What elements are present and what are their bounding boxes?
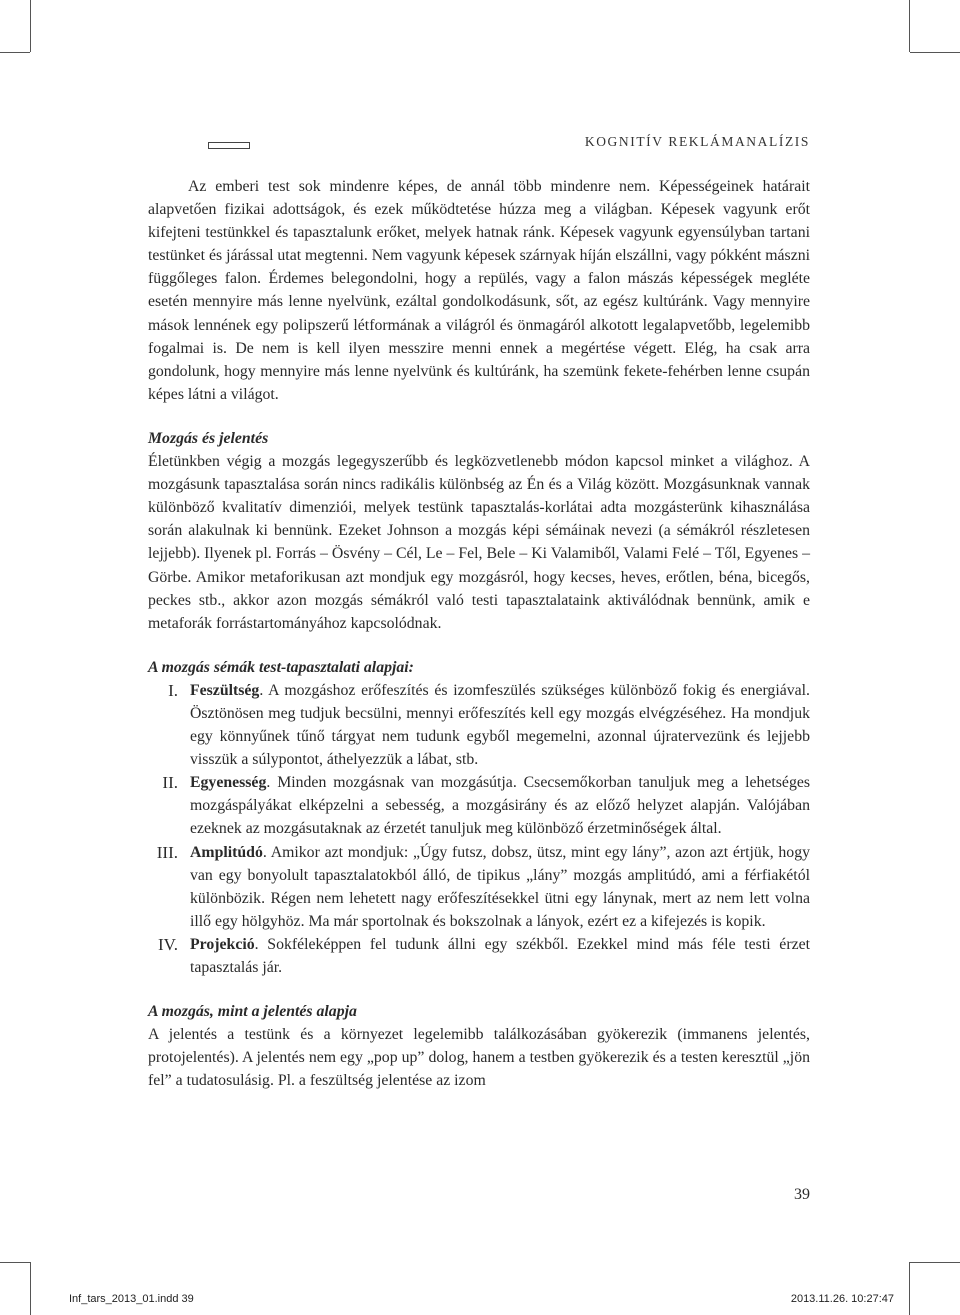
list-item-term: Amplitúdó	[190, 843, 263, 861]
crop-mark	[910, 1262, 960, 1263]
crop-mark	[910, 52, 960, 53]
running-head: KOGNITÍV REKLÁMANALÍZIS	[584, 134, 810, 149]
schema-list	[148, 679, 810, 979]
list-item: III. Amplitúdó. Amikor azt mondjuk: „Úgy futsz, dobsz, ütsz, mint egy lány”, azon azt értjük, hogy van egy bonyolult tapasztalatokból álló, de tipikus „lány” mozgás amplitúdó, ami a férfiakétól különbözik. Régen nem lehetett nagy erőfeszítésekkel ütni egy lánynak, mert az nem lett volna illő egy hölgyhöz. Ma már sportolnak és bokszolnak a lányok, ezért ez a kifejezés is kopik.	[148, 841, 810, 933]
list-item-term: Feszültség	[190, 681, 260, 699]
intro-paragraph: Az emberi test sok mindenre képes, de annál több mindenre nem. Képességeinek határait alapvetően fizikai adottságok, és ezek működtetése húzza meg a világban. Képesek vagyunk erőt kifejteni testünkkel és tapasztalunk erőket, melyek hatnak ránk. Képesek vagyunk egyensúlyban tartani testünket és járással utat megtenni. Nem vagyunk képesek szárnyak híján elszállni, vagy pókként mászni függőleges falon. Érdemes belegondolni, hogy a repülés, vagy a falon mászás képességek megléte esetén mennyire más lenne nyelvünk, ezáltal gondolkodásunk, sőt, az egész kultúránk. Vagy mennyire mások lennének egy polipszerű létformának a világról és önmagáról alkotott legalapvetőbb, legelemibb fogalmai is. De nem is kell ilyen messzire menni ennek a megértése végett. Elég, ha csak arra gondolunk, hogy mennyire más lenne nyelvünk és kultúránk, ha szemünk fekete-fehérben lenne csupán képes látni a világot.	[148, 178, 810, 403]
crop-mark	[909, 1262, 910, 1315]
section1-paragraph: Életünkben végig a mozgás legegyszerűbb és legközvetlenebb módon kapcsol minket a világhoz. A mozgásunk tapasztalása során nincs radikális különbség az Én és a Világ között. Mozgásunknak vannak különböző kvalitatív dimenziói, melyek testünk tapasztalás-korlátai adta mozgásterünk kihasználása során alakulnak ki bennünk. Ezeket Johnson a mozgás képi sémáinak nevezi (a sémákról részletesen lejjebb). Ilyenek pl. Forrás – Ösvény – Cél, Le – Fel, Bele – Ki Valamiből, Valami Felé – Től, Egyenes – Görbe. Amikor metaforikusan azt mondjuk egy mozgásról, hogy kecses, heves, erőtlen, béna, bicegős, peckes stb., akkor azon mozgás sémákról való testi tapasztalataink aktiválódnak bennünk, amik e metaforák forrástartományához kapcsolódnak.	[148, 453, 810, 632]
slug-file: Inf_tars_2013_01.indd 39	[69, 1293, 194, 1305]
list-item-number: III.	[156, 842, 178, 862]
list-item-text: Amikor azt mondjuk: „Úgy futsz, dobsz, ütsz, mint egy lány”, azon azt értjük, hogy van egy bonyolult tapasztalatokból álló, de tipikus „lány” mozgás amplitúdó, ami a férfiakétól különbözik. Régen nem lehetett nagy erőfeszítésekkel ütni egy lánynak, mert az nem lett volna illő egy hölgyhöz. Ma már sportolnak és bokszolnak a lányok, ezért ez a kifejezés is kopik.	[190, 843, 811, 930]
crop-mark	[0, 1262, 30, 1263]
list-item-number: I.	[168, 680, 178, 700]
page-body	[148, 175, 810, 1092]
list-item-number: IV.	[158, 934, 178, 954]
section3-paragraph: A jelentés a testünk és a környezet legelemibb találkozásában gyökerezik (immanens jelentés, protojelentés). A jelentés nem egy „pop up” dolog, hanem a testben gyökerezik és a testen keresztül „jön fel” a tudatosulásig. Pl. a feszültség jelentése az izom	[148, 1026, 810, 1090]
section-heading-mozgas-semak: A mozgás sémák test-tapasztalati alapjai:	[148, 658, 414, 676]
list-item-term: Egyenesség	[190, 774, 267, 792]
section-heading-mozgas-es-jelentes: Mozgás és jelentés	[148, 429, 269, 447]
list-item: IV. Projekció. Sokféleképpen fel tudunk állni egy székből. Ezekkel mind más féle testi érzet tapasztalás jár.	[148, 933, 810, 979]
crop-mark	[30, 0, 31, 52]
crop-mark	[909, 0, 910, 52]
crop-mark	[30, 1262, 31, 1315]
section-heading-mozgas-mint-jelentes-alapja: A mozgás, mint a jelentés alapja	[148, 1003, 357, 1021]
list-item: I. Feszültség. A mozgáshoz erőfeszítés és izomfeszülés szükséges különböző fokig és energiával. Ösztönösen meg tudjuk becsülni, mennyi erőfeszítés kell egy mozgás elvégzéséhez. Ha mondjuk egy könnyűnek tűnő tárgyat nem tudunk egyből megemelni, azonnal újratervezünk és lejjebb visszük a súlypontot, áthelyezzük a lábat, stb.	[148, 679, 810, 771]
list-item-term: Projekció	[190, 935, 255, 953]
crop-mark	[0, 52, 30, 53]
list-item: II. Egyenesség. Minden mozgásnak van mozgásútja. Csecsemőkorban tanuljuk meg a lehetséges mozgáspályákat elképzelni a sebesség, a mozgásirány és az előző helyzet alapján. Valójában ezeknek az mozgásutaknak az érzetét tanuljuk meg különböző érzetminőségek által.	[148, 771, 810, 840]
list-item-text: A mozgáshoz erőfeszítés és izomfeszülés szükséges különböző fokig és energiával. Ösztönösen meg tudjuk becsülni, mennyi erőfeszítés kell egy mozgás elvégzéséhez. Ha mondjuk egy könnyűnek tűnő tárgyat nem tudunk egyből megemelni, azonnal újratervezünk és lejjebb visszük a súlypontot, áthelyezzük a lábat, stb.	[190, 681, 810, 769]
list-item-number: II.	[162, 773, 178, 793]
list-item-text: Sokféleképpen fel tudunk állni egy székből. Ezekkel mind más féle testi érzet tapasztalás jár.	[190, 935, 810, 976]
list-item-text: Minden mozgásnak van mozgásútja. Csecsemőkorban tanuljuk meg a lehetséges mozgáspályákat elképzelni a sebesség, a mozgásirány és az előző helyzet alapján. Valójában ezeknek az mozgásutaknak az érzetét tanuljuk meg különböző érzetminőségek által.	[190, 774, 810, 838]
slug-date: 2013.11.26. 10:27:47	[790, 1293, 894, 1305]
page-number: 39	[794, 1186, 810, 1203]
header-ornament	[208, 142, 250, 149]
